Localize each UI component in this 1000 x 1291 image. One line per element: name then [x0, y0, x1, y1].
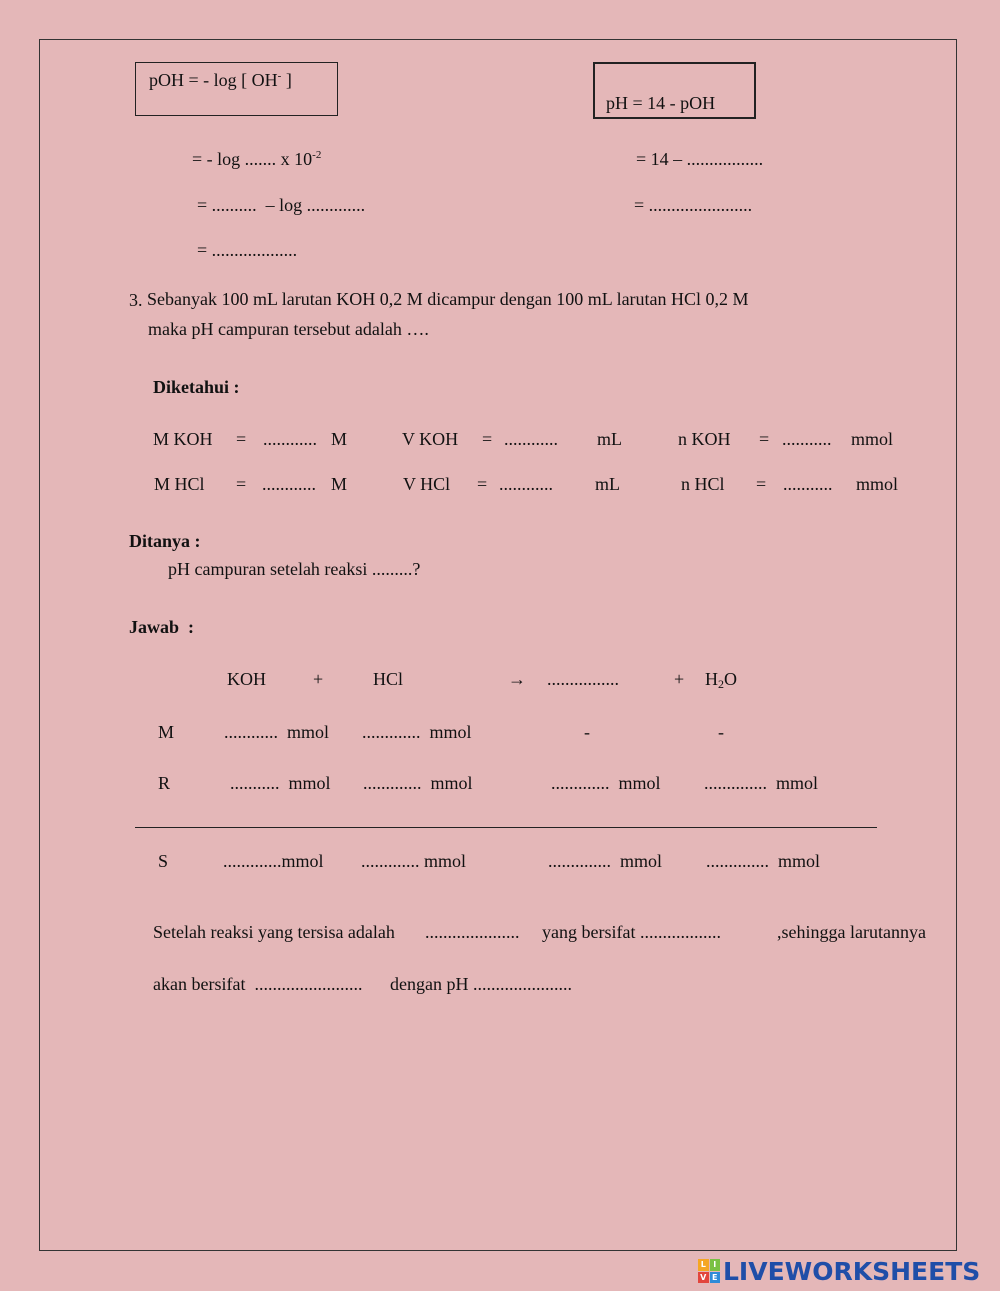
poh-step-1: = - log ....... x $10^{-2}$ [192, 149, 322, 169]
blank-m-hcl[interactable]: ............ [262, 474, 316, 494]
question-line-1: Sebanyak 100 mL larutan KOH 0,2 M dicampur dengan 100 mL larutan HCl 0,2 M [147, 289, 749, 309]
blank-s-product[interactable]: .............. mmol [548, 851, 663, 871]
label-m-koh: M KOH [153, 429, 213, 449]
conclusion-line-2a[interactable]: akan bersifat ........................ [153, 974, 363, 994]
row-label-s: S [158, 851, 169, 871]
unit-m: M [331, 474, 348, 494]
worksheet-frame [39, 39, 957, 1251]
product-water: $H_2O$ [705, 669, 737, 691]
jawab-heading: Jawab : [129, 617, 195, 637]
reaction-arrow: → [508, 669, 526, 689]
equals: = [236, 474, 247, 494]
equals: = [236, 429, 247, 449]
blank-m-koh[interactable]: ............ [263, 429, 317, 449]
unit-mmol: mmol [856, 474, 899, 494]
ditanya-text: pH campuran setelah reaksi .........? [168, 559, 421, 579]
label-n-hcl: n HCl [681, 474, 725, 494]
blank-r-product[interactable]: ............. mmol [551, 773, 661, 793]
row-label-r: R [158, 773, 171, 793]
conclusion-text-3: ,sehingga larutannya [777, 922, 926, 942]
blank-r-koh[interactable]: ........... mmol [230, 773, 331, 793]
equals: = [756, 474, 767, 494]
poh-step-3: = ................... [197, 240, 298, 260]
divider-line [135, 827, 877, 828]
conclusion-text-2[interactable]: yang bersifat .................. [542, 922, 721, 942]
ph-step-1: = 14 – ................. [636, 149, 764, 169]
unit-ml: mL [597, 429, 622, 449]
blank-r-water[interactable]: .............. mmol [704, 773, 819, 793]
ph-step-2: = ....................... [634, 195, 753, 215]
blank-s-water[interactable]: .............. mmol [706, 851, 821, 871]
poh-step-2: = .......... – log ............. [197, 195, 366, 215]
unit-mmol: mmol [851, 429, 894, 449]
blank-s-hcl[interactable]: ............. mmol [361, 851, 467, 871]
blank-v-koh[interactable]: ............ [504, 429, 558, 449]
poh-formula: pOH = - log [ OH- ] [149, 70, 292, 90]
plus-sign: + [313, 669, 324, 689]
label-m-hcl: M HCl [154, 474, 205, 494]
label-v-hcl: V HCl [403, 474, 451, 494]
dash: - [584, 722, 590, 742]
question-line-2: maka pH campuran tersebut adalah …. [148, 319, 429, 339]
equals: = [482, 429, 493, 449]
blank-s-koh[interactable]: .............mmol [223, 851, 324, 871]
equals: = [477, 474, 488, 494]
blank-v-hcl[interactable]: ............ [499, 474, 553, 494]
blank-n-koh[interactable]: ........... [782, 429, 832, 449]
dash: - [718, 722, 724, 742]
liveworksheets-logo [698, 1257, 980, 1285]
blank-remaining[interactable]: ..................... [425, 922, 520, 942]
blank-r-hcl[interactable]: ............. mmol [363, 773, 473, 793]
blank-product[interactable]: ................ [547, 669, 619, 689]
blank-m-koh-mmol[interactable]: ............ mmol [224, 722, 330, 742]
conclusion-line-2b[interactable]: dengan pH ...................... [390, 974, 572, 994]
unit-ml: mL [595, 474, 620, 494]
question-number: 3. [129, 290, 143, 310]
row-label-m: M [158, 722, 175, 742]
blank-m-hcl-mmol[interactable]: ............. mmol [362, 722, 472, 742]
reactant-hcl: HCl [373, 669, 404, 689]
reactant-koh: KOH [227, 669, 266, 689]
label-n-koh: n KOH [678, 429, 731, 449]
liveworksheets-wordmark: LIVEWORKSHEETS [723, 1256, 981, 1286]
unit-m: M [331, 429, 348, 449]
ph-formula: pH = 14 - pOH [606, 93, 716, 113]
liveworksheets-logo-icon: L I V E [698, 1259, 720, 1283]
plus-sign: + [674, 669, 685, 689]
label-v-koh: V KOH [402, 429, 459, 449]
conclusion-text-1: Setelah reaksi yang tersisa adalah [153, 922, 395, 942]
blank-n-hcl[interactable]: ........... [783, 474, 833, 494]
equals: = [759, 429, 770, 449]
diketahui-heading: Diketahui : [153, 377, 240, 397]
ditanya-heading: Ditanya : [129, 531, 201, 551]
